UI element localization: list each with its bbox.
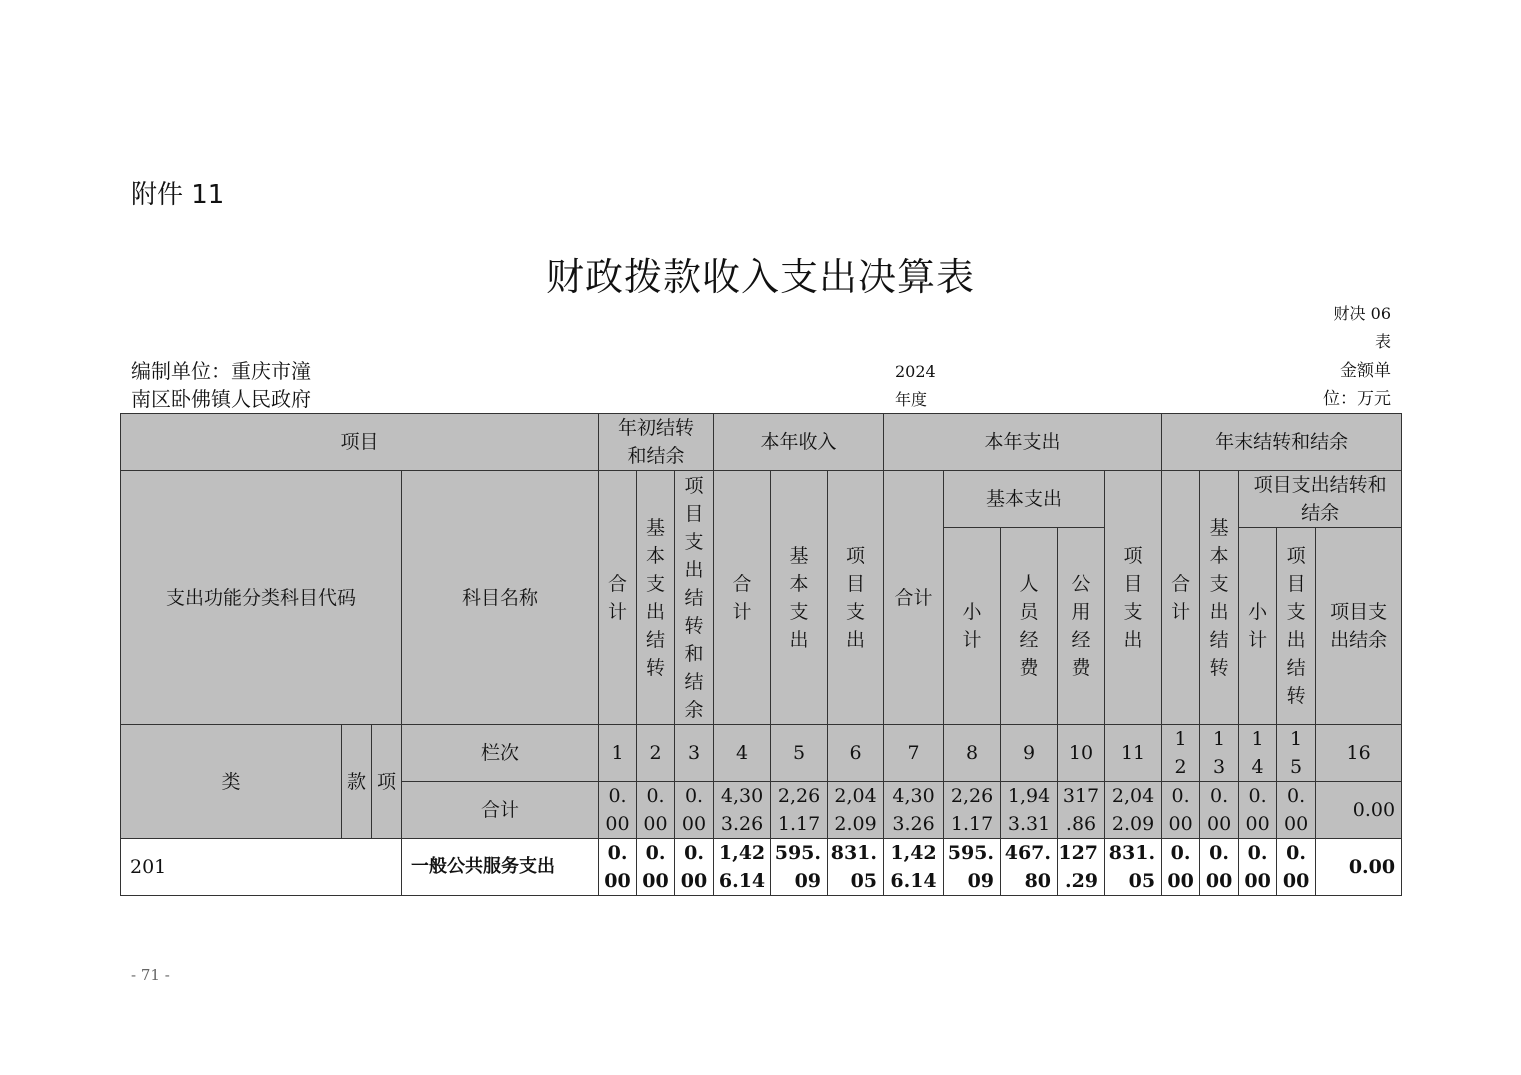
header-opening-total: 合 计 xyxy=(599,471,637,725)
row-201-cell: 595. 09 xyxy=(771,839,828,896)
header-kuan: 款 xyxy=(342,725,372,839)
column-number: 4 xyxy=(714,725,771,782)
page-number: - 71 - xyxy=(131,966,170,984)
row-201-cell: 1,42 6.14 xyxy=(884,839,944,896)
header-current-income: 本年收入 xyxy=(714,414,884,471)
column-number: 2 xyxy=(637,725,675,782)
header-income-project: 项 目 支 出 xyxy=(828,471,884,725)
header-lei: 类 xyxy=(121,725,342,839)
row-201-cell: 0. 00 xyxy=(1162,839,1200,896)
header-expense-total: 合计 xyxy=(884,471,944,725)
row-201-cell: 831. 05 xyxy=(828,839,884,896)
header-function-code: 支出功能分类科目代码 xyxy=(121,471,402,725)
header-income-total: 合 计 xyxy=(714,471,771,725)
total-cell: 0. 00 xyxy=(1200,782,1239,839)
total-cell: 0. 00 xyxy=(1162,782,1200,839)
attachment-label: 附件 11 xyxy=(131,180,225,210)
row-201-cell: 595. 09 xyxy=(944,839,1001,896)
row-201-cell: 0. 00 xyxy=(1239,839,1277,896)
total-cell: 1,94 3.31 xyxy=(1001,782,1058,839)
header-project: 项目 xyxy=(121,414,599,471)
header-expense-public: 公 用 经 费 xyxy=(1058,528,1105,725)
header-expense-basic: 基本支出 xyxy=(944,471,1105,528)
header-closing-subtotal: 小 计 xyxy=(1239,528,1277,725)
total-cell: 0.00 xyxy=(1316,782,1402,839)
header-closing-total: 合 计 xyxy=(1162,471,1200,725)
row-201-cell: 0. 00 xyxy=(1277,839,1316,896)
total-cell: 0. 00 xyxy=(599,782,637,839)
row-201-cell: 0. 00 xyxy=(1200,839,1239,896)
column-number: 1 xyxy=(599,725,637,782)
row-201-cell: 0.00 xyxy=(1316,839,1402,896)
header-column-index: 栏次 xyxy=(402,725,599,782)
document-title: 财政拨款收入支出决算表 xyxy=(545,255,975,299)
header-closing-project-carry: 项 目 支 出 结 转 xyxy=(1277,528,1316,725)
row-201-cell: 831. 05 xyxy=(1105,839,1162,896)
header-closing-balance: 年末结转和结余 xyxy=(1162,414,1402,471)
header-opening-basic-carry: 基 本 支 出 结 转 xyxy=(637,471,675,725)
header-subject-name: 科目名称 xyxy=(402,471,599,725)
row-201-cell: 467. 80 xyxy=(1001,839,1058,896)
column-number: 3 xyxy=(675,725,714,782)
row-201-cell: 1,42 6.14 xyxy=(714,839,771,896)
total-cell: 2,04 2.09 xyxy=(1105,782,1162,839)
header-current-expense: 本年支出 xyxy=(884,414,1162,471)
total-cell: 0. 00 xyxy=(637,782,675,839)
row-201-cell: 127 .29 xyxy=(1058,839,1105,896)
row-201-cell: 0. 00 xyxy=(675,839,714,896)
total-cell: 4,30 3.26 xyxy=(884,782,944,839)
appropriation-table xyxy=(120,413,1402,896)
header-closing-project-balance: 项目支 出结余 xyxy=(1316,528,1402,725)
total-cell: 2,26 1.17 xyxy=(771,782,828,839)
column-number: 5 xyxy=(771,725,828,782)
column-number: 7 xyxy=(884,725,944,782)
header-expense-personnel: 人 员 经 费 xyxy=(1001,528,1058,725)
compiling-unit: 编制单位：重庆市潼 南区卧佛镇人民政府 xyxy=(131,359,311,411)
header-expense-subtotal: 小 计 xyxy=(944,528,1001,725)
row-201-cell: 0. 00 xyxy=(637,839,675,896)
total-cell: 4,30 3.26 xyxy=(714,782,771,839)
column-number: 6 xyxy=(828,725,884,782)
row-201-name: 一般公共服务支出 xyxy=(402,839,599,896)
header-expense-project: 项 目 支 出 xyxy=(1105,471,1162,725)
form-number: 财决 06 表 xyxy=(1333,304,1391,351)
total-cell: 0. 00 xyxy=(1277,782,1316,839)
header-closing-project-group: 项目支出结转和 结余 xyxy=(1239,471,1402,528)
column-number: 1 4 xyxy=(1239,725,1277,782)
total-cell: 0. 00 xyxy=(1239,782,1277,839)
column-number: 1 5 xyxy=(1277,725,1316,782)
total-cell: 317 .86 xyxy=(1058,782,1105,839)
total-row-label: 合计 xyxy=(402,782,599,839)
total-cell: 2,26 1.17 xyxy=(944,782,1001,839)
column-number: 8 xyxy=(944,725,1001,782)
header-opening-balance: 年初结转 和结余 xyxy=(599,414,714,471)
total-cell: 0. 00 xyxy=(675,782,714,839)
header-income-basic: 基 本 支 出 xyxy=(771,471,828,725)
column-number: 1 2 xyxy=(1162,725,1200,782)
header-closing-basic-carry: 基 本 支 出 结 转 xyxy=(1200,471,1239,725)
total-cell: 2,04 2.09 xyxy=(828,782,884,839)
column-number: 16 xyxy=(1316,725,1402,782)
money-unit: 金额单 位：万元 xyxy=(1323,361,1391,409)
column-number: 9 xyxy=(1001,725,1058,782)
column-number: 11 xyxy=(1105,725,1162,782)
fiscal-year: 2024 年度 xyxy=(895,362,936,409)
header-opening-project-carry: 项 目 支 出 结 转 和 结 余 xyxy=(675,471,714,725)
row-201-code: 201 xyxy=(121,839,402,896)
column-number: 10 xyxy=(1058,725,1105,782)
column-number: 1 3 xyxy=(1200,725,1239,782)
header-xiang: 项 xyxy=(372,725,402,839)
row-201-cell: 0. 00 xyxy=(599,839,637,896)
